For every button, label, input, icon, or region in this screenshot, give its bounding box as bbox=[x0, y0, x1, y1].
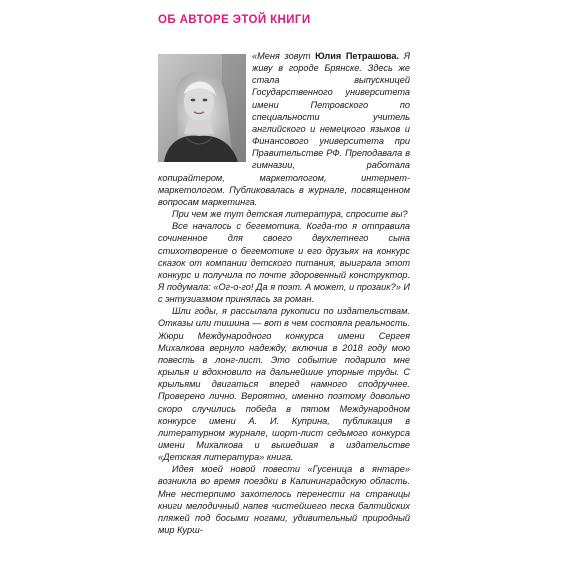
bio-paragraph: Идея моей новой повести «Гусеница в янтаре» возникла во время поездки в Калининградскую область. Мне нестерпимо захотелось перенести на страницы книги мелодичный напев чистейшего песка балтийских пляжей под босыми ногами, удивительный природный мир Курш- bbox=[158, 464, 410, 536]
bio-paragraph: Все началось с бегемотика. Когда-то я отправила сочиненное для своего двухлетнего сына стихотворение о бегемотике и его друзьях на конкурс сказок от компании детского питания, выиграла этот конкурс и получила по почте здоровенный конструктор. Я подумала: «Ог-о-го! Да я поэт. А может, и прозаик?» И с энтузиазмом принялась за роман. bbox=[158, 221, 410, 305]
author-name: Юлия Петрашова. bbox=[315, 51, 400, 61]
bio-paragraph: «Меня зовут Юлия Петрашова. Я живу в городе Брянске. Здесь же стала выпускницей Государственного университета имени Петровского по специальности учитель английского и немецкого языков и Финансового университета при Правительстве РФ. Преподавала в гимназии, работала копирайтером, маркетологом, интернет-маркетологом. Публиковалась в журнале, посвященном вопросам маркетинга. bbox=[158, 51, 410, 207]
section-heading: ОБ АВТОРЕ ЭТОЙ КНИГИ bbox=[158, 14, 311, 26]
author-bio-text bbox=[158, 50, 410, 536]
bio-paragraph: Шли годы, я рассылала рукописи по издательствам. Отказы или тишина — вот в чем состояла реальность. Жюри Международного конкурса имени Сергея Михалкова вернуло надежду, включив в 2018 году мою повесть в лонг-лист. Это событие подарило мне крылья и вдохновило на дальнейшие упорные труды. С крыльями двигаться вперед намного сподручнее. Проверено лично. Вероятно, именно поэтому довольно скоро случились победа в пятом Международном конкурсе имени А. И. Куприна, публикация в литературном журнале, шорт-лист седьмого конкурса имени Михалкова и вышедшая в издательстве «Детская литература» книга. bbox=[158, 306, 410, 463]
author-photo bbox=[158, 54, 246, 162]
bio-paragraph: При чем же тут детская литература, спросите вы? bbox=[172, 209, 408, 220]
